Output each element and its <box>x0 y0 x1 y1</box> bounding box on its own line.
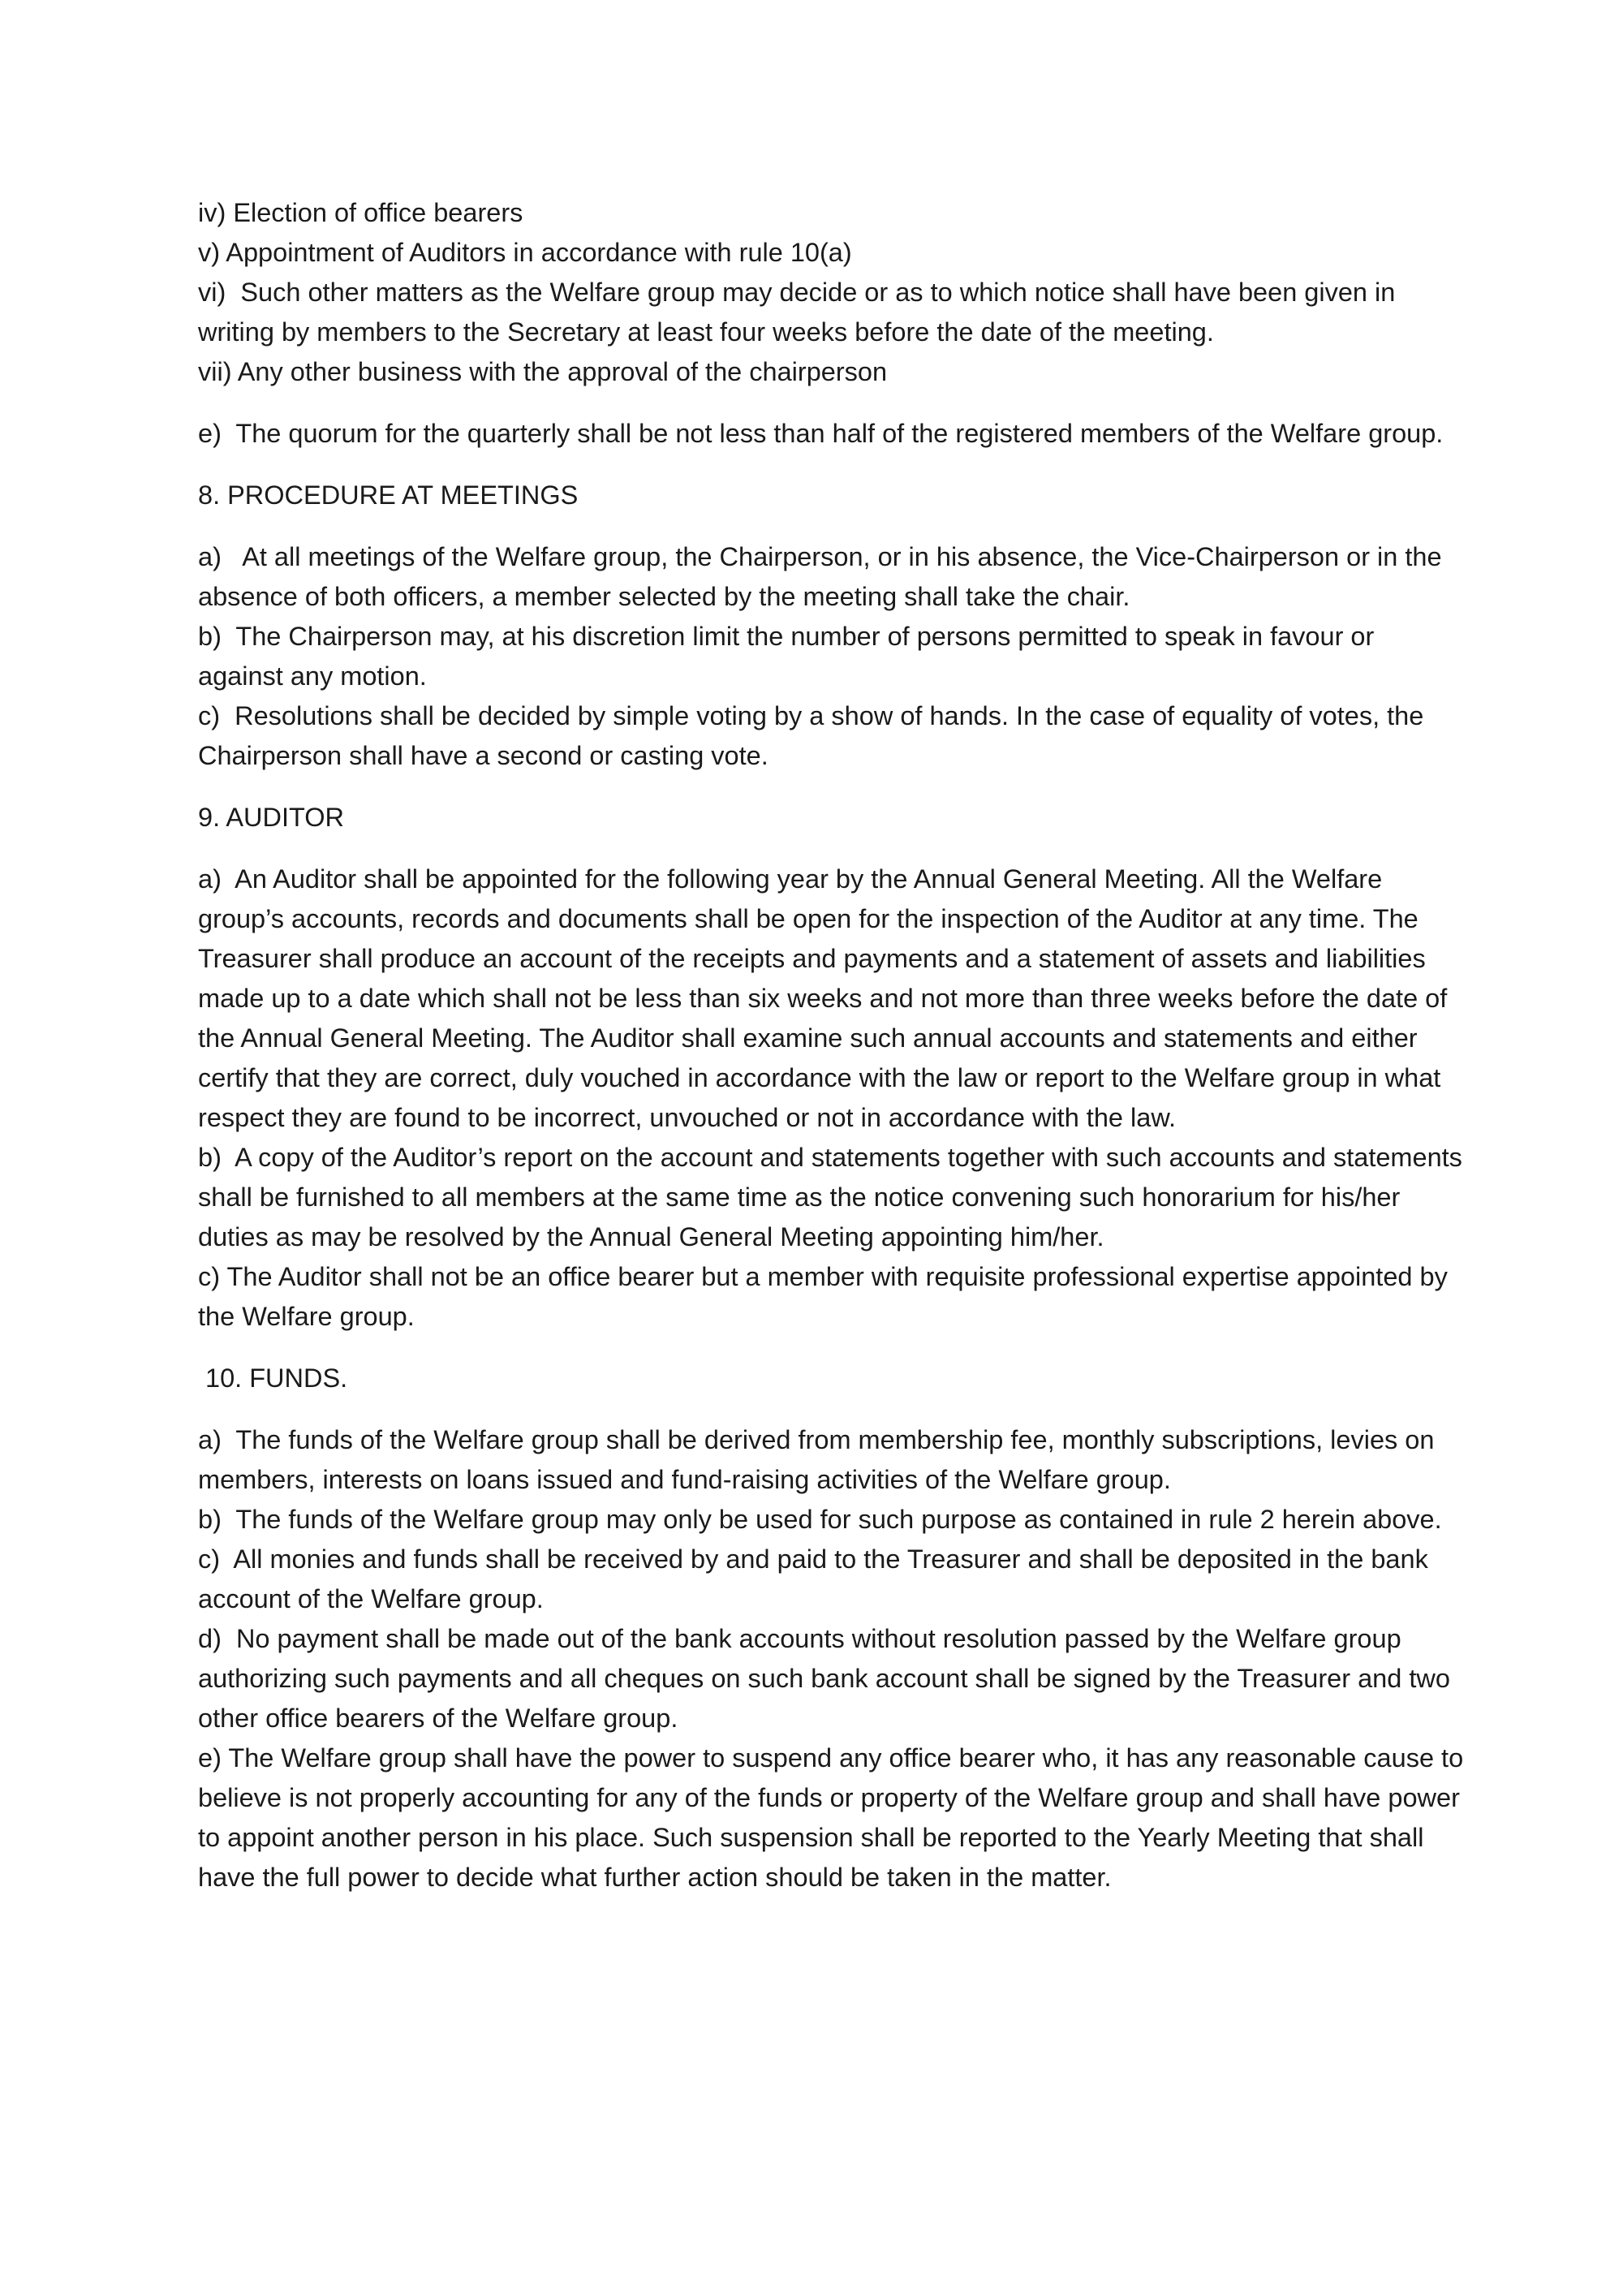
list-item: a) At all meetings of the Welfare group, the Chairperson, or in his absence, the Vice-Chairperson or in the absence of both officers, a member selected by the meeting shall take the chair. <box>198 542 1449 611</box>
list-item: d) No payment shall be made out of the bank accounts without resolution passed by the Welfare group authorizing such payments and all cheques on such bank account shall be signed by the Treasurer and two other office bearers of the Welfare group. <box>198 1624 1457 1733</box>
document-page <box>198 193 1471 1919</box>
list-item: e) The Welfare group shall have the power to suspend any office bearer who, it has any reasonable cause to believe is not properly accounting for any of the funds or property of the Welfare group and shall have power to appoint another person in his place. Such suspension shall be reported to the Yearly Meeting that shall have the full power to decide what further action should be taken in the matter. <box>198 1743 1471 1892</box>
list-item: c) All monies and funds shall be received by and paid to the Treasurer and shall be deposited in the bank account of the Welfare group. <box>198 1544 1436 1613</box>
section8-items <box>198 537 1464 776</box>
list-item: vii) Any other business with the approval of the chairperson <box>198 357 888 386</box>
section-heading-funds: 10. FUNDS. <box>205 1363 348 1393</box>
list-item: iv) Election of office bearers <box>198 198 523 227</box>
section7-agenda-items <box>198 193 1464 392</box>
list-item: b) A copy of the Auditor’s report on the account and statements together with such accounts and statements shall be furnished to all members at the same time as the notice convening such honorarium for his/her duties as may be resolved by the Annual General Meeting appointing him/her. <box>198 1143 1470 1251</box>
list-item: a) The funds of the Welfare group shall be derived from membership fee, monthly subscriptions, levies on members, interests on loans issued and fund-raising activities of the Welfare group. <box>198 1425 1442 1494</box>
list-item: c) Resolutions shall be decided by simple voting by a show of hands. In the case of equality of votes, the Chairperson shall have a second or casting vote. <box>198 701 1431 770</box>
list-item: c) The Auditor shall not be an office bearer but a member with requisite professional expertise appointed by the Welfare group. <box>198 1262 1455 1331</box>
section-heading-auditor: 9. AUDITOR <box>198 803 345 832</box>
section10-items <box>198 1420 1471 1898</box>
list-item: a) An Auditor shall be appointed for the following year by the Annual General Meeting. All the Welfare group’s accounts, records and documents shall be open for the inspection of the Auditor at any time. The Treasurer shall produce an account of the receipts and payments and a statement of assets and liabilities made up to a date which shall not be less than six weeks and not more than three weeks before the date of the Annual General Meeting. The Auditor shall examine such annual accounts and statements and either certify that they are correct, duly vouched in accordance with the law or report to the Welfare group in what respect they are found to be incorrect, unvouched or not in accordance with the law. <box>198 864 1455 1132</box>
section-heading-procedure: 8. PROCEDURE AT MEETINGS <box>198 480 579 510</box>
list-item: b) The Chairperson may, at his discretion limit the number of persons permitted to speak in favour or against any motion. <box>198 622 1382 691</box>
section9-items <box>198 859 1470 1337</box>
paragraph: e) The quorum for the quarterly shall be not less than half of the registered members of the Welfare group. <box>198 419 1444 448</box>
list-item: b) The funds of the Welfare group may only be used for such purpose as contained in rule 2 herein above. <box>198 1505 1442 1534</box>
list-item: vi) Such other matters as the Welfare group may decide or as to which notice shall have been given in writing by members to the Secretary at least four weeks before the date of the meeting. <box>198 278 1403 347</box>
list-item: v) Appointment of Auditors in accordance with rule 10(a) <box>198 238 852 267</box>
section7-quorum <box>198 414 1464 454</box>
